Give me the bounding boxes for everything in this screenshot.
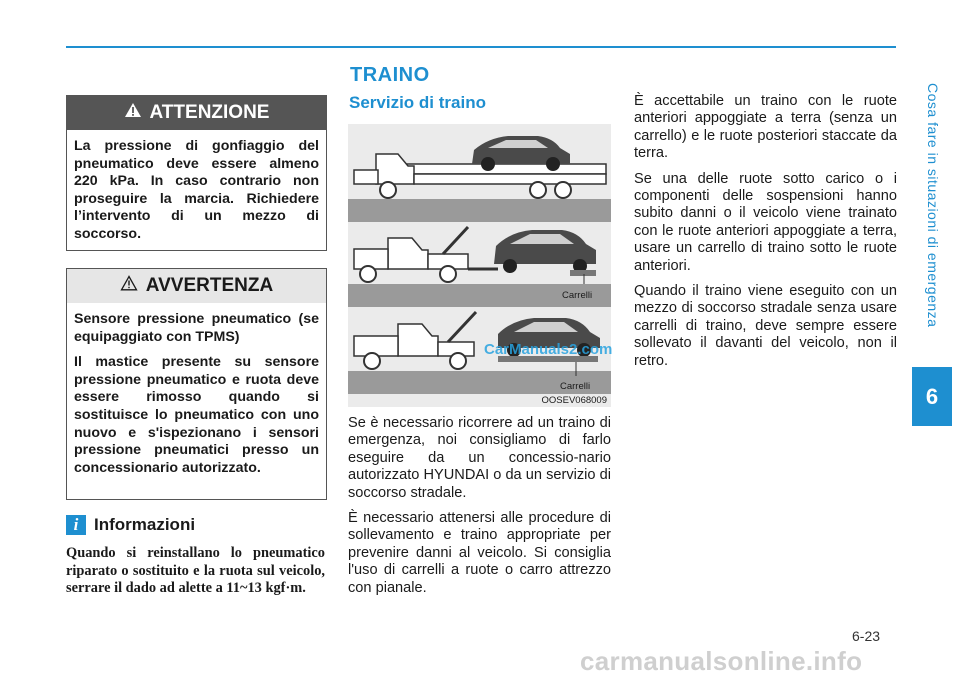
caution-icon bbox=[120, 275, 138, 297]
tow-truck-icon bbox=[354, 312, 476, 369]
informazioni-header bbox=[66, 515, 195, 535]
chapter-side-title: Cosa fare in situazioni di emergenza bbox=[925, 82, 941, 328]
paragraph: Se una delle ruote sotto carico o i componenti delle sospensioni hanno subito danni o il veicolo viene trainato con le ruote anteriori appoggiate a terra, usare un carrello di traino sotto le ruote anteriori. bbox=[634, 170, 897, 274]
informazioni-text: Quando si reinstallano lo pneumatico riparato o sostituito e la ruota sul veicolo, serrare il dado ad alette a 11~13 kgf·m. bbox=[66, 545, 325, 596]
avvertenza-header bbox=[67, 269, 326, 303]
column-2-text bbox=[348, 415, 611, 605]
warning-icon bbox=[124, 102, 142, 124]
paragraph: Quando il traino viene eseguito con un mezzo di soccorso stradale senza usare carrelli di traino, deve sempre essere sollevato il davanti del veicolo, non il retro. bbox=[634, 283, 897, 369]
figure-code: OOSEV068009 bbox=[541, 395, 607, 406]
paragraph: Se è necessario ricorrere ad un traino di emergenza, noi consigliamo di farlo eseguire da un concessio-nario autorizzato HYUNDAI o da un servizio di soccorso stradale. bbox=[348, 415, 611, 501]
info-icon: i bbox=[66, 515, 86, 535]
page-number: 6-23 bbox=[852, 628, 881, 644]
dolly-label: Carrelli bbox=[560, 381, 591, 392]
paragraph: È accettabile un traino con le ruote anteriori appoggiate a terra (senza un carrello) e le ruote posteriori staccate da terra. bbox=[634, 93, 897, 162]
car-icon bbox=[494, 230, 596, 276]
top-rule bbox=[66, 46, 896, 48]
avvertenza-box bbox=[66, 268, 327, 500]
attenzione-header bbox=[67, 96, 326, 130]
avvertenza-paragraph: Sensore pressione pneumatico (se equipaggiato con TPMS) bbox=[74, 311, 319, 345]
attenzione-title: ATTENZIONE bbox=[149, 102, 270, 123]
towing-illustration bbox=[348, 124, 611, 407]
paragraph: È necessario attenersi alle procedure di sollevamento e traino appropriate per prevenire danni al veicolo. Si consiglia l'uso di carrelli a ruote o carro attrezzo con pianale. bbox=[348, 510, 611, 596]
avvertenza-title: AVVERTENZA bbox=[145, 275, 274, 296]
tow-truck-icon bbox=[354, 227, 498, 282]
subsection-title: Servizio di traino bbox=[349, 93, 486, 112]
figure-watermark: CarManuals2.com bbox=[484, 341, 613, 358]
attenzione-text: La pressione di gonfiaggio del pneumatico deve essere almeno 220 kPa. In caso contrario non proseguire la marcia. Richiedere l’intervento di un mezzo di soccorso. bbox=[74, 138, 319, 242]
attenzione-body bbox=[67, 130, 326, 252]
footer-watermark: carmanualsonline.info bbox=[580, 646, 863, 676]
column-3-text bbox=[634, 93, 897, 378]
informazioni-title: Informazioni bbox=[94, 515, 196, 534]
avvertenza-body bbox=[67, 303, 326, 485]
chapter-tab: 6 bbox=[912, 367, 952, 426]
attenzione-box bbox=[66, 95, 327, 251]
dolly-label: Carrelli bbox=[562, 290, 593, 301]
avvertenza-paragraph: Il mastice presente su sensore pressione pneumatico e ruota deve essere rimosso quando si sostituisce lo pneumatico con uno nuovo e s'ispezionano i sensori pressione pneumatici presso un concessionario autorizzato. bbox=[74, 354, 319, 476]
section-title: TRAINO bbox=[350, 64, 430, 86]
